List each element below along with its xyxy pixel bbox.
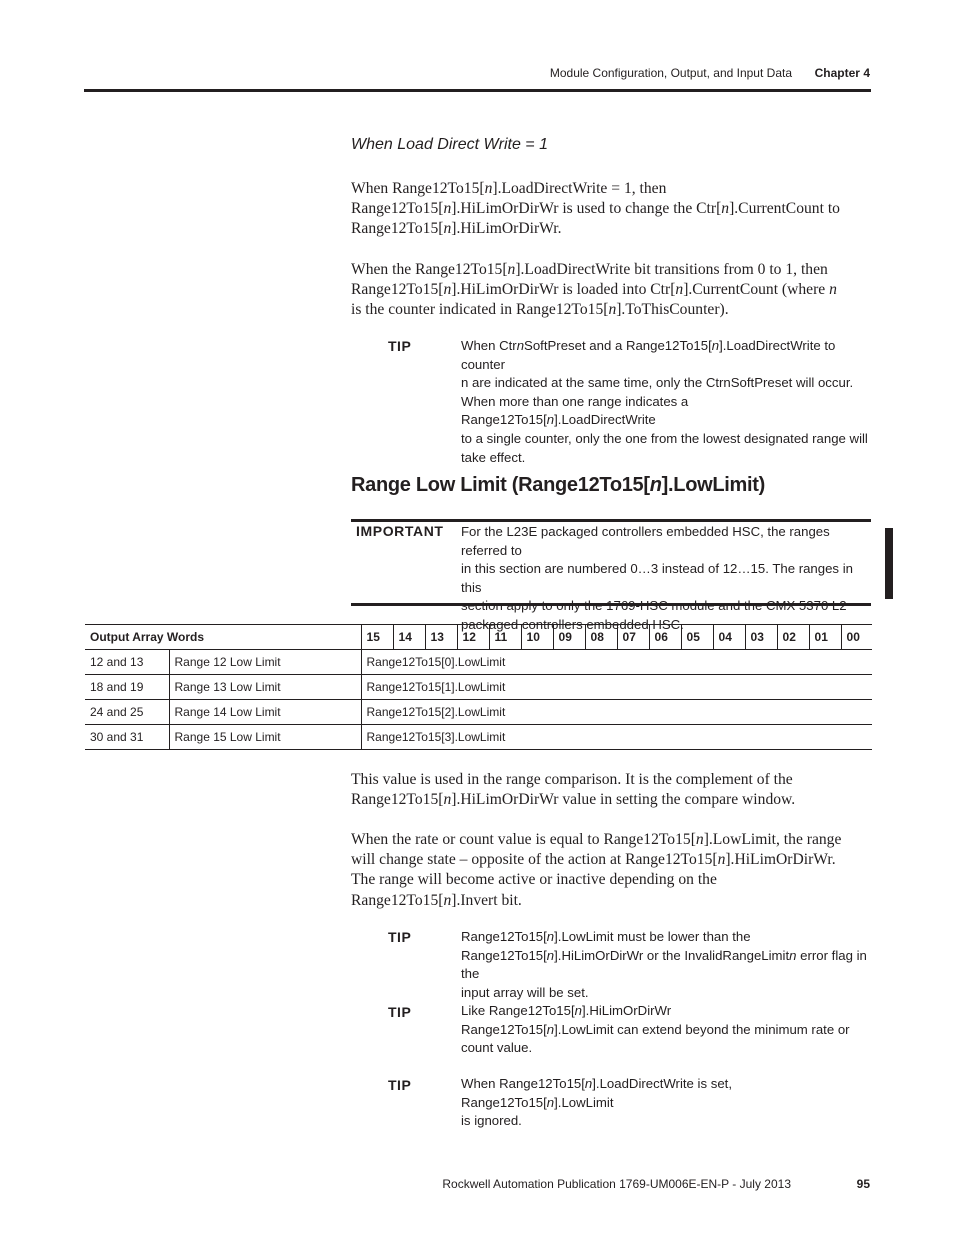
cell-tag: Range12To15[0].LowLimit: [361, 650, 872, 675]
bit-header: 09: [553, 625, 585, 650]
tip-text-lowlimit-lower: Range12To15[n].LowLimit must be lower than the Range12To15[n].HiLimOrDirWr or the InvalidRangeLimitn error flag in the input array will be set.: [461, 929, 867, 1000]
bit-header: 12: [457, 625, 489, 650]
section-heading-range-low-limit: Range Low Limit (Range12To15[n].LowLimit): [351, 474, 766, 496]
table-row: [85, 650, 872, 675]
chapter-thumb-tab: [885, 528, 893, 599]
cell-tag: Range12To15[3].LowLimit: [361, 725, 872, 750]
tip-label: TIP: [388, 929, 412, 945]
bit-header: 01: [809, 625, 841, 650]
bit-header: 08: [585, 625, 617, 650]
cell-name: Range 12 Low Limit: [169, 650, 361, 675]
important-label: IMPORTANT: [356, 523, 444, 539]
bit-header: 02: [777, 625, 809, 650]
header-rule: [84, 89, 871, 92]
cell-words: 12 and 13: [85, 650, 169, 675]
cell-words: 24 and 25: [85, 700, 169, 725]
table-header-row: [85, 625, 872, 650]
footer-publication: Rockwell Automation Publication 1769-UM006E-EN-P - July 2013: [442, 1177, 791, 1191]
output-array-words-table: [85, 624, 872, 750]
running-header-title: Module Configuration, Output, and Input Data: [549, 66, 792, 80]
bit-header: 15: [361, 625, 393, 650]
tip-label: TIP: [388, 338, 412, 354]
bit-header: 05: [681, 625, 713, 650]
table-row: [85, 700, 872, 725]
cell-name: Range 14 Low Limit: [169, 700, 361, 725]
page-number: 95: [856, 1177, 870, 1191]
subheading-load-direct-write: When Load Direct Write = 1: [351, 136, 548, 153]
cell-words: 18 and 19: [85, 675, 169, 700]
important-top-rule: [351, 519, 871, 522]
paragraph-complement: This value is used in the range comparison. It is the complement of the Range12To15[n].HiLimOrDirWr value in setting the compare window.: [351, 771, 796, 809]
bit-header: 14: [393, 625, 425, 650]
paragraph-state-change: When the rate or count value is equal to Range12To15[n].LowLimit, the range will change state – opposite of the action at Range12To15[n].HiLimOrDirWr. The range will become active or inactive depending on the Range12To15[n].Invert bit.: [351, 831, 842, 909]
bit-header: 07: [617, 625, 649, 650]
cell-name: Range 13 Low Limit: [169, 675, 361, 700]
tip-text-soft-preset: When CtrnSoftPreset and a Range12To15[n].LoadDirectWrite to counter n are indicated at the same time, only the CtrnSoftPreset will occur. When more than one range indicates a Range12To15[n].LoadDirectWrite to a single counter, only the one from the lowest designated range will take effect.: [461, 338, 868, 465]
tip-label: TIP: [388, 1004, 412, 1020]
bit-header: 03: [745, 625, 777, 650]
cell-words: 30 and 31: [85, 725, 169, 750]
paragraph-load-direct-2: When the Range12To15[n].LoadDirectWrite bit transitions from 0 to 1, then Range12To15[n].HiLimOrDirWr is loaded into Ctr[n].CurrentCount (where n is the counter indicated in Range12To15[n].ToThisCounter).: [351, 261, 837, 319]
table-header-label: Output Array Words: [85, 625, 361, 650]
cell-tag: Range12To15[2].LowLimit: [361, 700, 872, 725]
table-row: [85, 675, 872, 700]
important-text: For the L23E packaged controllers embedded HSC, the ranges referred to in this section are numbered 0…3 instead of 12…15. The ranges in this packaged controllers embedded HSC.: [461, 524, 853, 632]
tip-text-beyond-minimum: Like Range12To15[n].HiLimOrDirWr Range12To15[n].LowLimit can extend beyond the minimum rate or count value.: [461, 1003, 850, 1056]
running-header-chapter: Chapter 4: [814, 66, 870, 80]
paragraph-load-direct-1: When Range12To15[n].LoadDirectWrite = 1, then Range12To15[n].HiLimOrDirWr is used to change the Ctr[n].CurrentCount to Range12To15[n].HiLimOrDirWr.: [351, 180, 840, 238]
tip-text-ignored: When Range12To15[n].LoadDirectWrite is set, Range12To15[n].LowLimit is ignored.: [461, 1076, 732, 1129]
table-row: [85, 725, 872, 750]
tip-label: TIP: [388, 1077, 412, 1093]
cell-tag: Range12To15[1].LowLimit: [361, 675, 872, 700]
bit-header: 00: [841, 625, 872, 650]
bit-header: 04: [713, 625, 745, 650]
cell-name: Range 15 Low Limit: [169, 725, 361, 750]
important-bottom-rule: [351, 603, 871, 606]
bit-header: 06: [649, 625, 681, 650]
bit-header: 11: [489, 625, 521, 650]
bit-header: 10: [521, 625, 553, 650]
bit-header: 13: [425, 625, 457, 650]
